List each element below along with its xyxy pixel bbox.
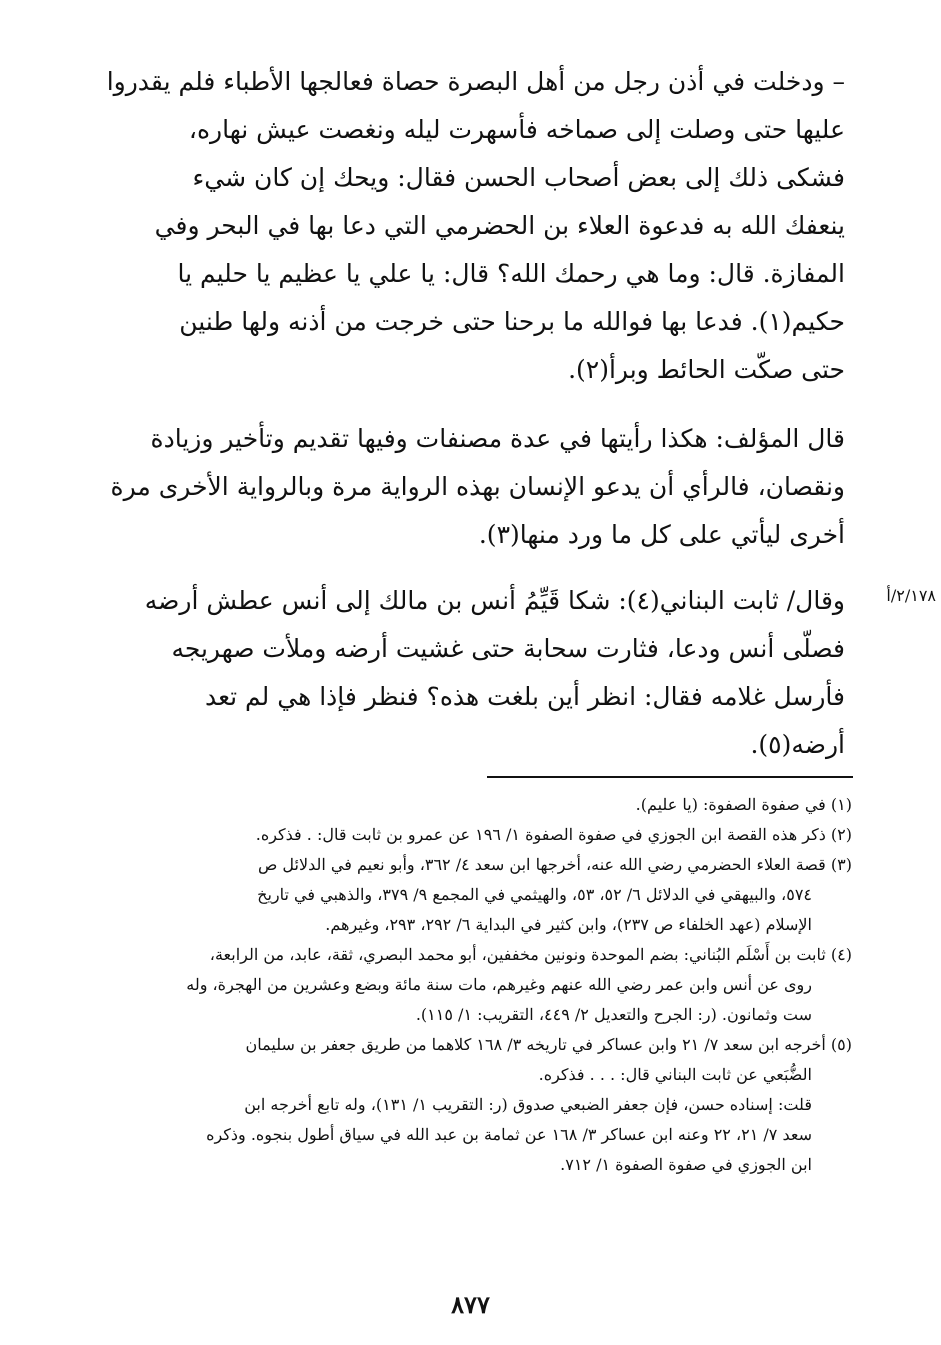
text-line: حكيم(١). فدعا بها فوالله ما برحنا حتى خرجت من أذنه ولها طنين	[179, 307, 845, 336]
text-line: قال المؤلف: هكذا رأيتها في عدة مصنفات وفيها تقديم وتأخير وزيادة	[150, 424, 845, 453]
footnote-line: (٣) قصة العلاء الحضرمي رضي الله عنه، أخرجها ابن سعد ٤/ ٣٦٢، وأبو نعيم في الدلائل ص	[257, 855, 852, 874]
footnote-line: الضُّبَعي عن ثابت البناني قال: . . . فذكره.	[538, 1065, 812, 1084]
footnote-line: سعد ٧/ ٢١، ٢٢ وعنه ابن عساكر ٣/ ١٦٨ عن ثمامة بن عبد الله في سياق أطول بنجوه. وذكره	[206, 1125, 812, 1144]
footnote-line: (٤) ثابت بن أَسْلَم البُناني: بضم الموحدة ونونين مخففين، أبو محمد البصري، ثقة، عابد، من الرابعة،	[209, 945, 852, 964]
text-line: المفازة. قال: وما هي رحمك الله؟ قال: يا علي يا عظيم يا حليم يا	[177, 259, 845, 288]
text-line: ينعفك الله به فدعوة العلاء بن الحضرمي التي دعا بها في البحر وفي	[154, 211, 845, 240]
text-line: فأرسل غلامه فقال: انظر أين بلغت هذه؟ فنظر فإذا هي لم تعد	[204, 682, 845, 711]
text-line: أرضه(٥).	[750, 730, 845, 759]
text-line: ونقصان، فالرأي أن يدعو الإنسان بهذه الرواية مرة وبالرواية الأخرى مرة	[110, 472, 845, 501]
footnote-line: ست وثمانون. (ر: الجرح والتعديل ٢/ ٤٤٩، التقريب: ١/ ١١٥).	[415, 1005, 812, 1024]
footnote-line: قلت: إسناده حسن، فإن جعفر الضبعي صدوق (ر: التقريب ١/ ١٣١)، وله تابع أخرجه ابن	[244, 1095, 812, 1114]
text-line: عليها حتى وصلت إلى صماخه فأسهرت ليله ونغصت عيش نهاره،	[188, 115, 845, 144]
page-number: ٨٧٧	[451, 1290, 490, 1319]
text-line: فشكى ذلك إلى بعض أصحاب الحسن فقال: ويحك إن كان شيء	[192, 163, 845, 192]
footnote-line: (٢) ذكر هذه القصة ابن الجوزي في صفوة الصفوة ١/ ١٩٦ عن عمرو بن ثابت قال: . فذكره.	[255, 825, 852, 844]
footnote-line: (١) في صفوة الصفوة: (يا عليم).	[635, 795, 852, 814]
footnote-line: ابن الجوزي في صفوة الصفوة ١/ ٧١٢.	[560, 1155, 812, 1174]
paragraph-thabit-story	[100, 577, 845, 769]
footnote-line: (٥) أخرجه ابن سعد ٧/ ٢١ وابن عساكر في تاريخه ٣/ ١٦٨ كلاهما من طريق جعفر بن سليمان	[245, 1035, 852, 1054]
text-line: أخرى ليأتي على كل ما ورد منها(٣).	[478, 520, 845, 549]
text-line: – ودخلت في أذن رجل من أهل البصرة حصاة فعالجها الأطباء فلم يقدروا	[106, 67, 845, 96]
footnote-line: ٥٧٤، والبيهقي في الدلائل ٦/ ٥٢، ٥٣، والهيثمي في المجمع ٩/ ٣٧٩، والذهبي في تاريخ	[257, 885, 812, 904]
footnotes	[100, 790, 852, 1180]
text-line: وقال/ ثابت البناني(٤): شكا قَيِّمُ أنس بن مالك إلى أنس عطش أرضه	[144, 586, 845, 615]
paragraph-author-note	[100, 415, 845, 559]
margin-manuscript-reference: ٢/١٧٨/أ	[886, 586, 936, 605]
footnote-separator	[487, 776, 853, 778]
footnote-line: الإسلام (عهد الخلفاء ص ٢٣٧)، وابن كثير في البداية ٦/ ٢٩٢، ٢٩٣، وغيرهم.	[325, 915, 812, 934]
text-line: فصلّى أنس ودعا، فثارت سحابة حتى غشيت أرضه وملأت صهريجه	[171, 634, 845, 663]
footnote-line: روى عن أنس وابن عمر رضي الله عنهم وغيرهم، مات سنة مائة وبضع وعشرين من الهجرة، وله	[186, 975, 812, 994]
paragraph-hadrami-story	[100, 58, 845, 394]
text-line: حتى صكّت الحائط وبرأ(٢).	[568, 355, 845, 384]
